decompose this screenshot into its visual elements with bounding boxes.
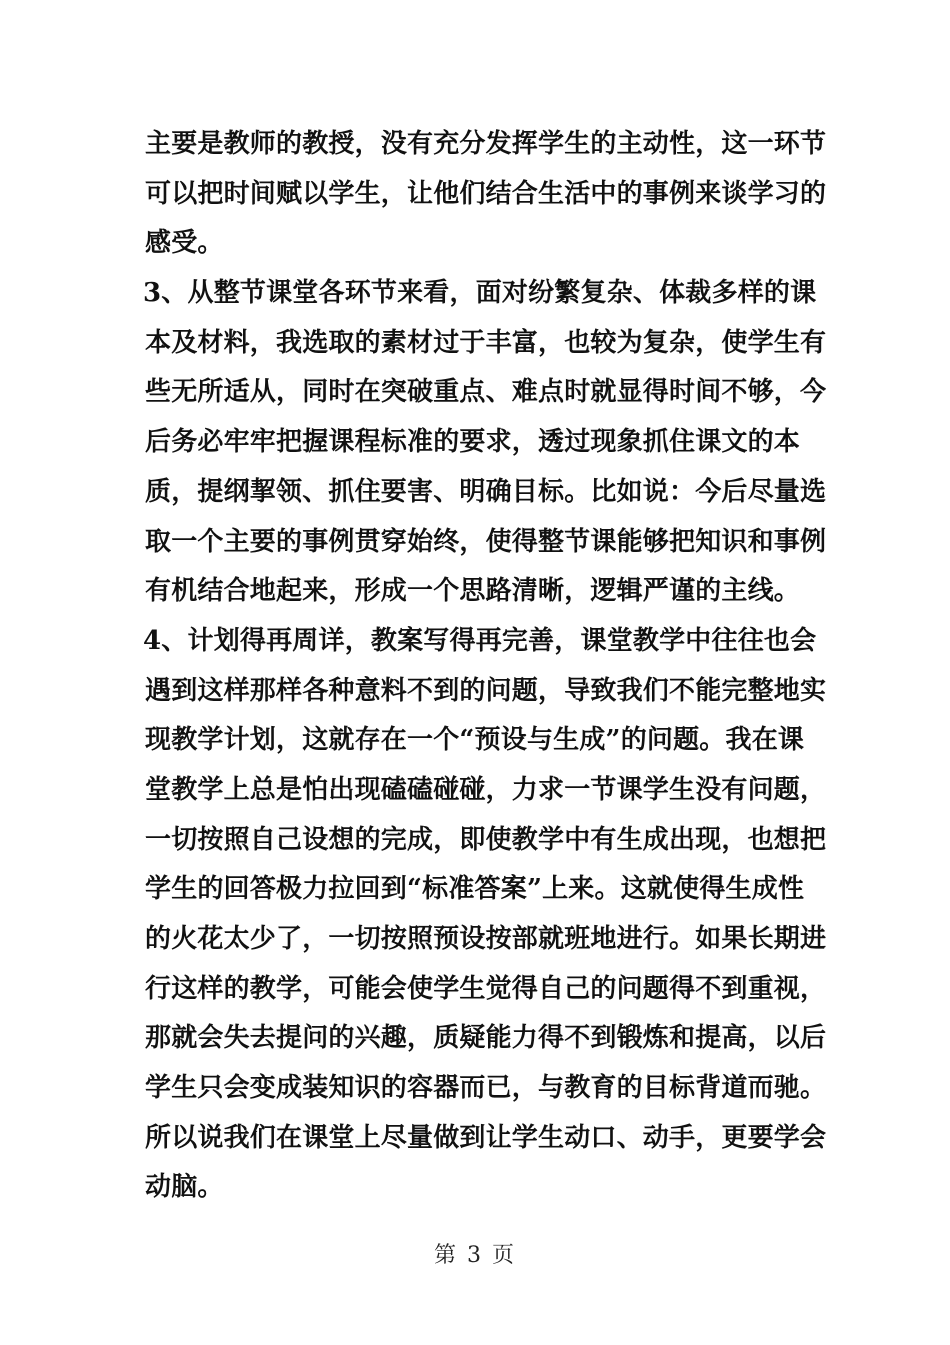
text-line: 本及材料，我选取的素材过于丰富，也较为复杂，使学生有 — [145, 327, 827, 358]
text-line: 的火花太少了，一切按照预设按部就班地进行。如果长期进 — [145, 924, 827, 954]
text-line: 所以说我们在课堂上尽量做到让学生动口、动手，更要学会 — [145, 1122, 827, 1153]
text-line: 些无所适从，同时在突破重点、难点时就显得时间不够，今 — [145, 377, 827, 408]
text-line: 那就会失去提问的兴趣，质疑能力得不到锻炼和提高，以后 — [145, 1023, 827, 1054]
text-line: 3、从整节课堂各环节来看，面对纷繁复杂、体裁多样的课 — [143, 278, 817, 309]
text-line: 主要是教师的教授，没有充分发挥学生的主动性，这一环节 — [145, 129, 827, 159]
text-line: 学生的回答极力拉回到“标准答案”上来。这就使得生成性 — [145, 874, 805, 905]
text-line: 遇到这样那样各种意料不到的问题，导致我们不能完整地实 — [145, 675, 827, 706]
text-line: 有机结合地起来，形成一个思路清晰，逻辑严谨的主线。 — [145, 576, 801, 607]
text-line: 动脑。 — [145, 1172, 224, 1203]
page-number: 第 3 页 — [434, 1243, 516, 1268]
text-line: 一切按照自己设想的完成，即使教学中有生成出现，也想把 — [145, 824, 827, 855]
text-line: 4、计划得再周详，教案写得再完善，课堂教学中往往也会 — [143, 625, 817, 656]
text-line: 后务必牢牢把握课程标准的要求，透过现象抓住课文的本 — [145, 427, 801, 458]
body-text — [143, 120, 827, 1213]
text-line: 感受。 — [145, 228, 224, 259]
text-line: 行这样的教学，可能会使学生觉得自己的问题得不到重视， — [145, 973, 827, 1004]
text-line: 学生只会变成装知识的容器而已，与教育的目标背道而驰。 — [145, 1073, 827, 1104]
text-line: 可以把时间赋以学生，让他们结合生活中的事例来谈学习的 — [145, 178, 827, 209]
text-line: 现教学计划，这就存在一个“预设与生成”的问题。我在课 — [145, 725, 805, 756]
text-line: 堂教学上总是怕出现磕磕碰碰，力求一节课学生没有问题， — [145, 774, 827, 805]
text-line: 质，提纲挈领、抓住要害、明确目标。比如说：今后尽量选 — [145, 476, 827, 507]
text-line: 取一个主要的事例贯穿始终，使得整节课能够把知识和事例 — [145, 526, 827, 557]
